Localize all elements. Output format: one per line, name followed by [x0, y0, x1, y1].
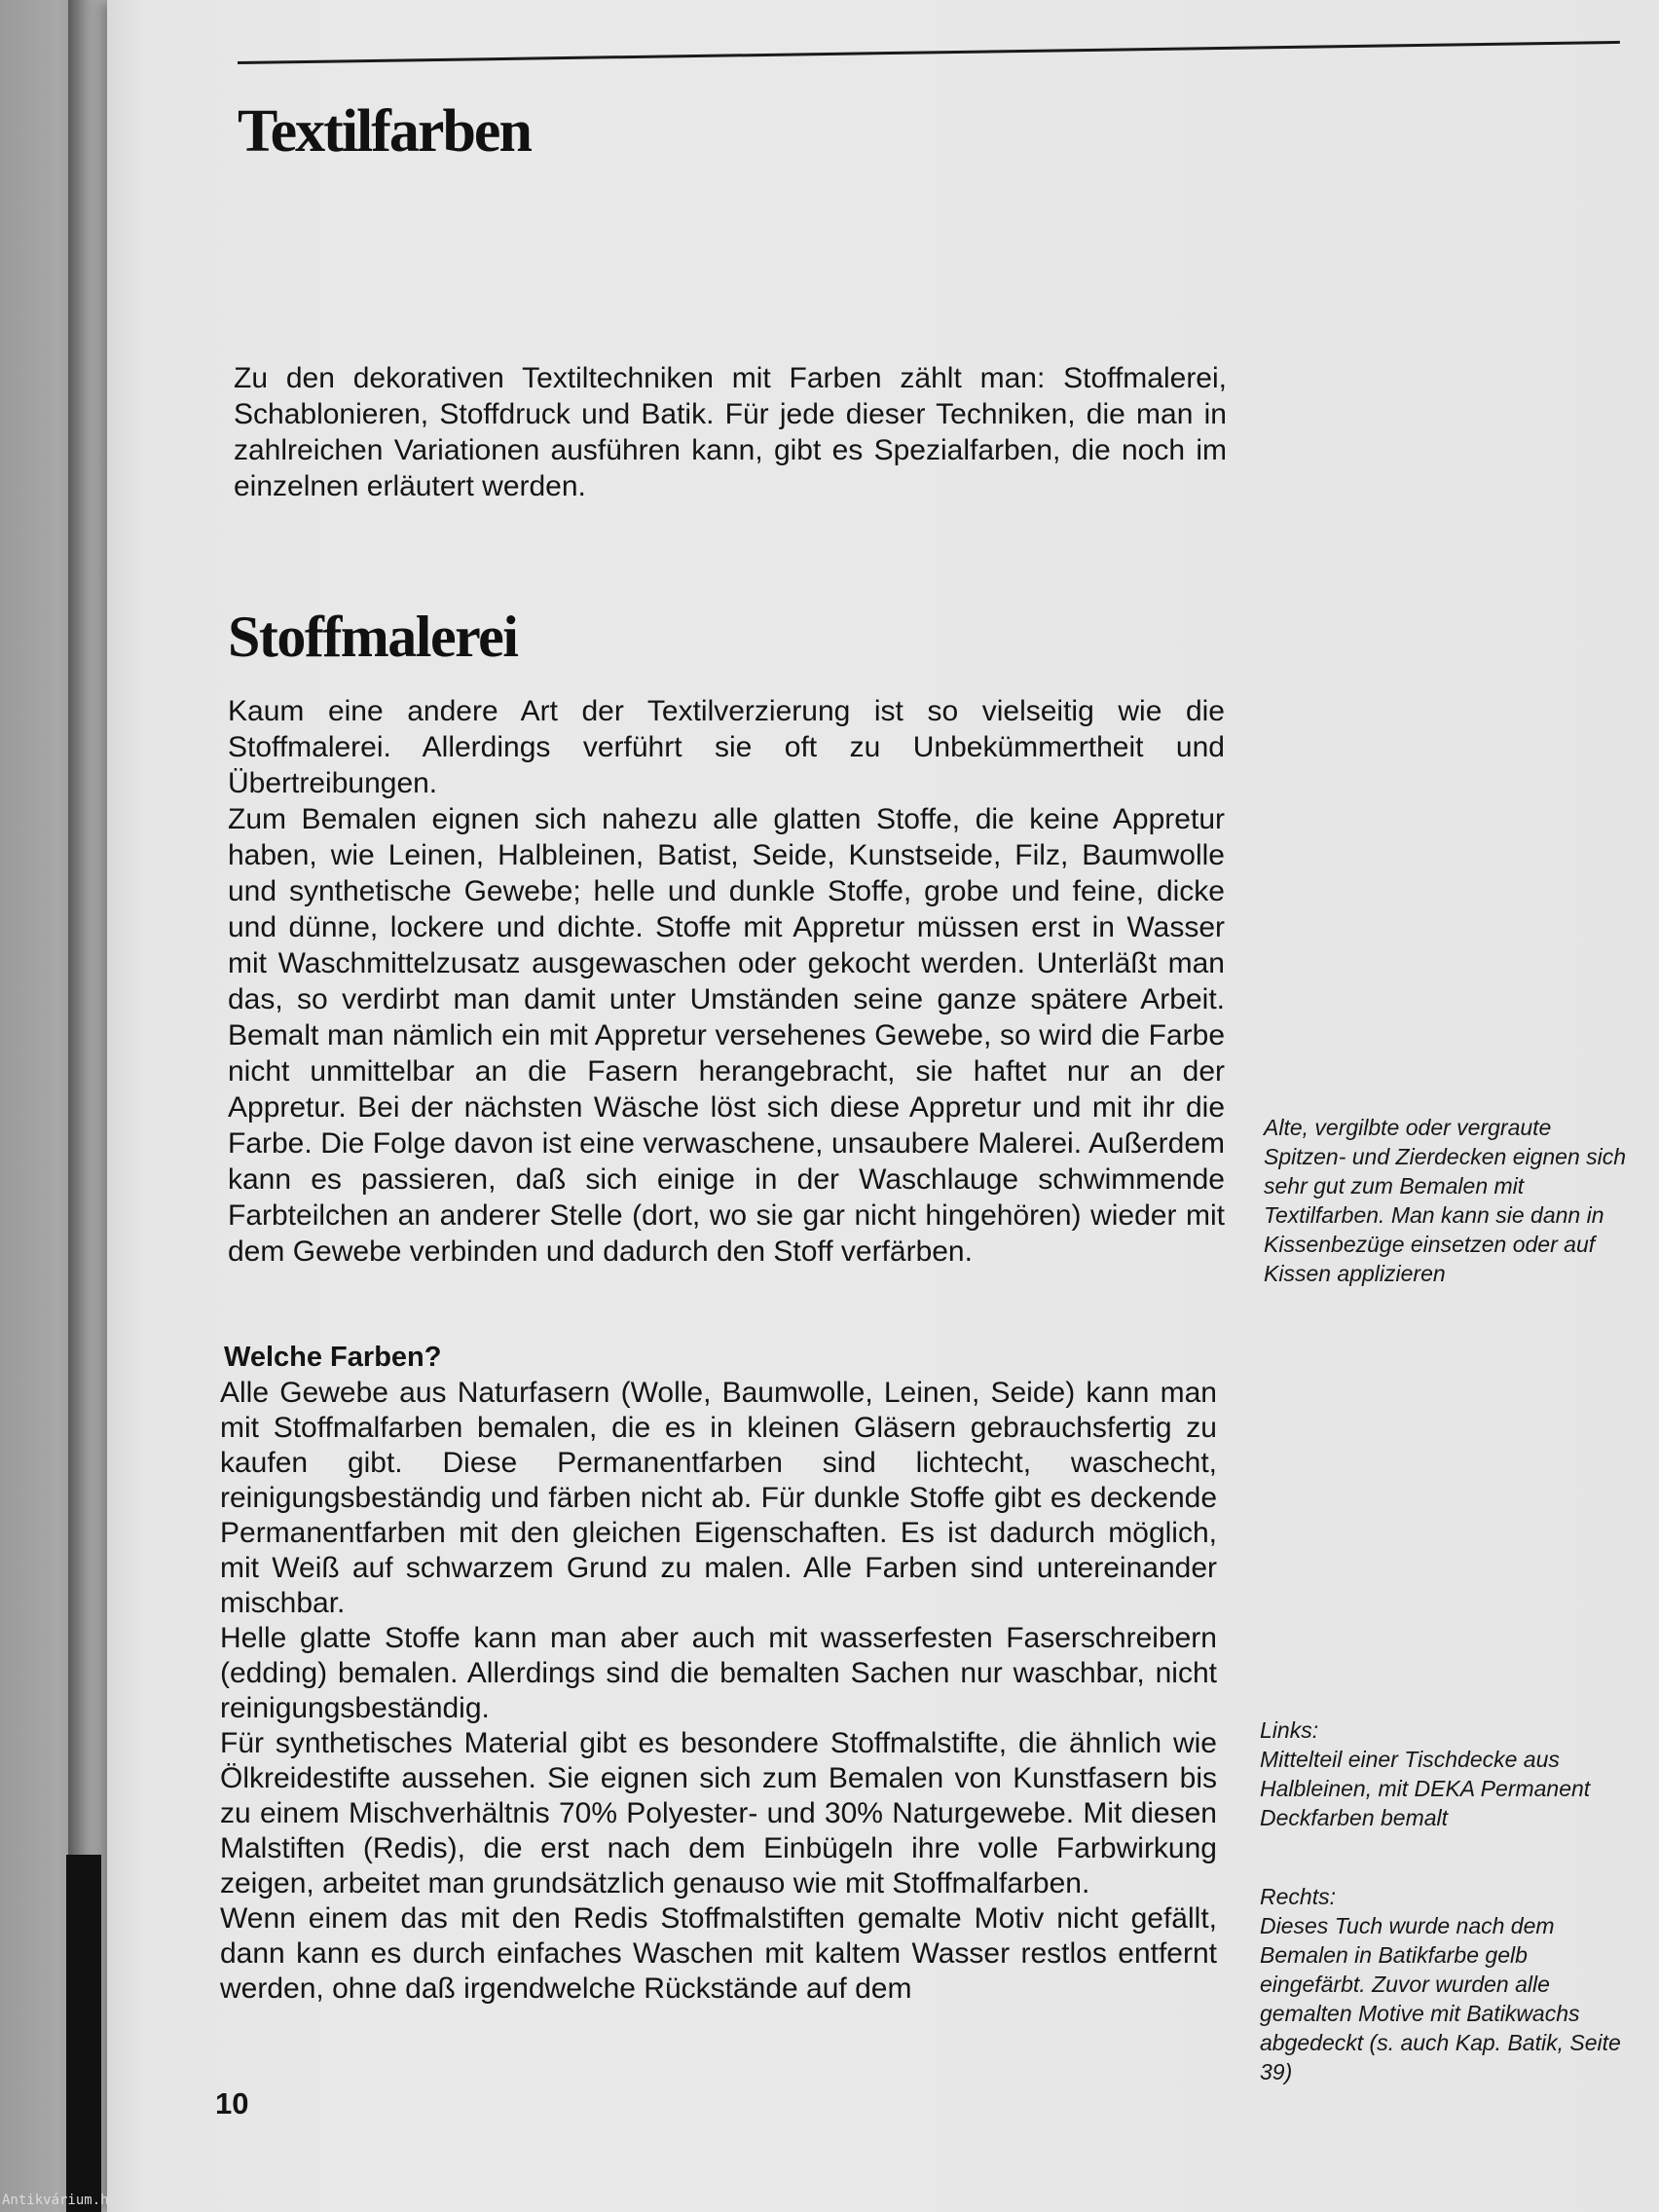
subsection-paragraph: Alle Gewebe aus Naturfasern (Wolle, Baumwolle, Leinen, Seide) kann man mit Stoffmalfarben bemalen, die es in kleinen Gläsern gebrauchsfertig zu kaufen gibt. Diese Permanentfarben sind lichtecht, waschecht, reinigungsbeständig und färben nicht ab. Für dunkle Stoffe gibt es deckende Permanentfarben mit den gleichen Eigenschaften. Es ist dadurch möglich, mit Weiß auf schwarzem Grund zu malen. Alle Farben sind untereinander mischbar. — [220, 1377, 1217, 1619]
caption-left-text: Mittelteil einer Tischdecke aus Halbleinen, mit DEKA Permanent Deckfarben bemalt — [1260, 1747, 1591, 1830]
intro-paragraph: Zu den dekorativen Textiltechniken mit Farben zählt man: Stoffmalerei, Schablonieren, Stoffdruck und Batik. Für jede dieser Techniken, die man in zahlreichen Variationen ausführen kann, gibt es Spezialfarben, die noch im einzelnen erläutert werden. — [234, 362, 1227, 502]
subsection-body — [220, 1376, 1217, 2007]
subsection-paragraph: Helle glatte Stoffe kann man aber auch mit wasserfesten Faserschreibern (edding) bemalen. Allerdings sind die bemalten Sachen nur waschbar, nicht reinigungsbeständig. — [220, 1622, 1217, 1724]
caption-first: Alte, vergilbte oder vergraute Spitzen- und Zierdecken eignen sich sehr gut zum Bemalen mit Textilfarben. Man kann sie dann in Kissenbezüge einsetzen oder auf Kissen applizieren — [1264, 1115, 1627, 1286]
watermark: Antikvárium.hu — [2, 2193, 118, 2208]
subsection-paragraph: Wenn einem das mit den Redis Stoffmalstiften gemalte Motiv nicht gefällt, dann kann es durch einfaches Waschen mit kaltem Wasser restlos entfernt werden, ohne daß irgendwelche Rückstände auf dem — [220, 1902, 1217, 2005]
caption-left — [1260, 1715, 1630, 1832]
caption-right — [1260, 1882, 1630, 2086]
subsection-heading: Welche Farben? — [224, 1342, 442, 1373]
section-body — [228, 693, 1225, 1270]
subsection-paragraph: Für synthetisches Material gibt es besondere Stoffmalstifte, die ähnlich wie Ölkreidestifte aussehen. Sie eignen sich zum Bemalen von Kunstfasern bis zu einem Mischverhältnis 70% Polyester- und 30% Naturgewebe. Mit diesen Malstiften (Redis), die erst nach dem Einbügeln ihre volle Farbwirkung zeigen, arbeitet man grundsätzlich genauso wie mit Stoffmalfarben. — [220, 1727, 1217, 1899]
section-paragraph: Kaum eine andere Art der Textilverzierung ist so vielseitig wie die Stoffmalerei. Allerdings verführt sie oft zu Unbekümmertheit und Übertreibungen. — [228, 695, 1225, 799]
page-number: 10 — [215, 2086, 249, 2120]
caption-right-label: Rechts: — [1260, 1884, 1336, 1909]
section-heading: Stoffmalerei — [228, 605, 518, 669]
section-paragraph: Zum Bemalen eignen sich nahezu alle glatten Stoffe, die keine Appretur haben, wie Leinen, Halbleinen, Batist, Seide, Kunstseide, Filz, Baumwolle und synthetische Gewebe; helle und dunkle Stoffe, grobe und feine, dicke und dünne, lockere und dichte. Stoffe mit Appretur müssen erst in Wasser mit Waschmittelzusatz ausgewaschen oder gekocht werden. Unterläßt man das, so verdirbt man damit unter Umständen seine ganze spätere Arbeit. Bemalt man nämlich ein mit Appretur versehenes Gewebe, so wird die Farbe nicht unmittelbar an die Fasern herangebracht, sie haftet nur an der Appretur. Bei der nächsten Wäsche löst sich diese Appretur und mit ihr die Farbe. Die Folge davon ist eine verwaschene, unsaubere Malerei. Außerdem kann es passieren, daß sich einige in der Waschlauge schwimmende Farbteilchen an anderer Stelle (dort, wo sie gar nicht hingehören) wieder mit dem Gewebe verbinden und dadurch den Stoff verfärben. — [228, 803, 1225, 1268]
caption-left-label: Links: — [1260, 1717, 1319, 1743]
black-edge-tab — [66, 1855, 101, 2212]
caption-right-text: Dieses Tuch wurde nach dem Bemalen in Batikfarbe gelb eingefärbt. Zuvor wurden alle gemalten Motive mit Batikwachs abgedeckt (s. auch Kap. Batik, Seite 39) — [1260, 1913, 1621, 2084]
page-title: Textilfarben — [238, 98, 531, 165]
